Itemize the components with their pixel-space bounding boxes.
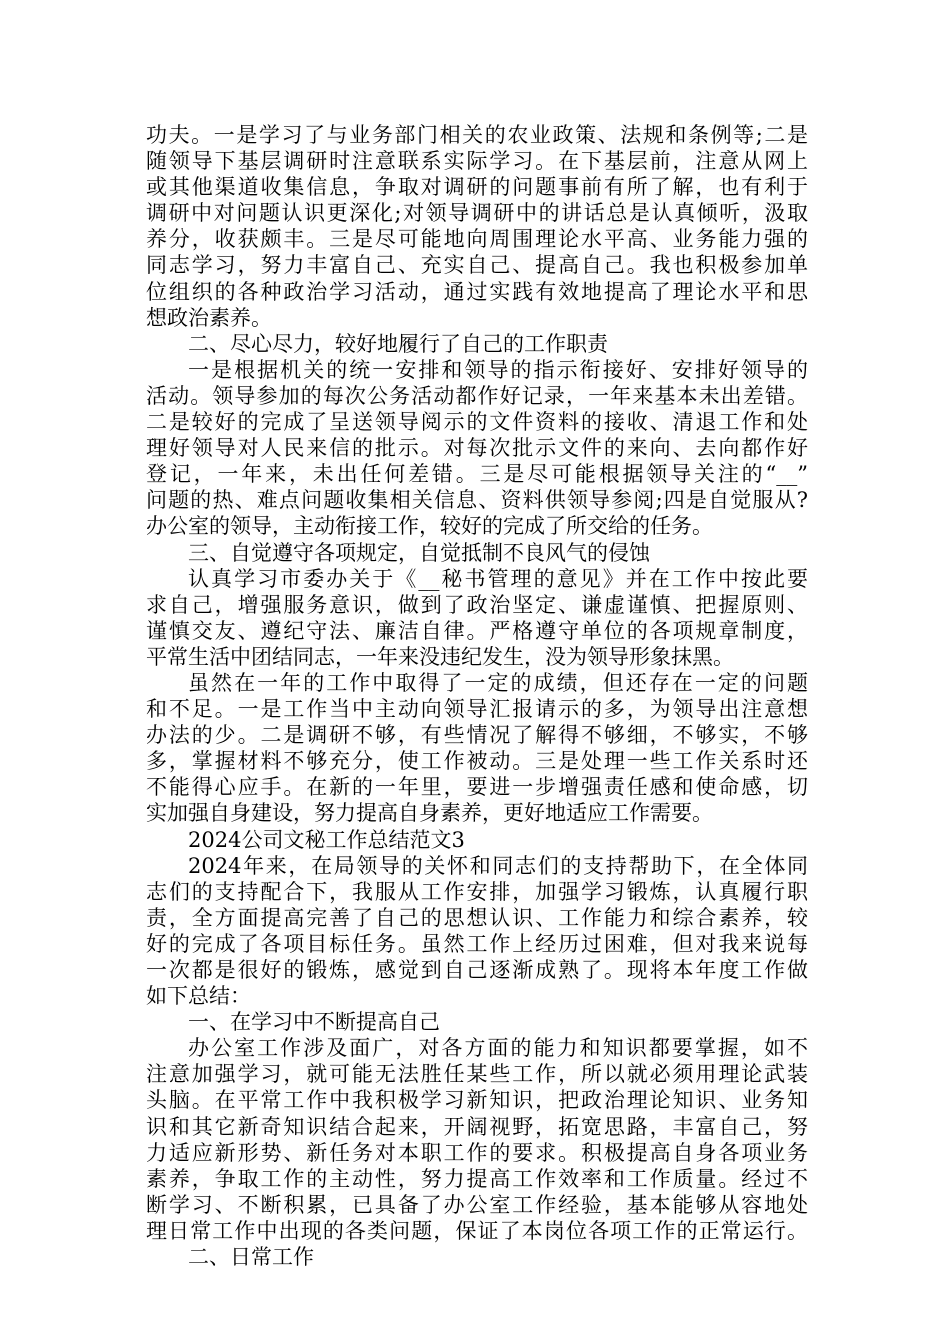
text-line: 一、在学习中不断提高自己 xyxy=(188,1010,440,1035)
text-line: 断学习、不断积累，已具备了办公室工作经验，基本能够从容地处 xyxy=(146,1192,808,1217)
text-line: 多，掌握材料不够充分，使工作被动。三是处理一些工作关系时还 xyxy=(146,749,808,774)
text-line: 头脑。在平常工作中我积极学习新知识，把政治理论知识、业务知 xyxy=(146,1088,808,1113)
text-line: 力适应新形势、新任务对本职工作的要求。积极提高自身各项业务 xyxy=(146,1140,808,1165)
text-line: 随领导下基层调研时注意联系实际学习。在下基层前，注意从网上 xyxy=(146,149,808,174)
text-line: 一是根据机关的统一安排和领导的指示衔接好、安排好领导的 xyxy=(188,357,808,382)
text-line: 调研中对问题认识更深化;对领导调研中的讲话总是认真倾听，汲取 xyxy=(146,201,808,226)
text-line: 登记，一年来，未出任何差错。三是尽可能根据领导关注的“__” xyxy=(146,462,808,487)
text-line: 平常生活中团结同志，一年来没违纪发生，没为领导形象抹黑。 xyxy=(146,644,734,669)
text-line: 问题的热、难点问题收集相关信息、资料供领导参阅;四是自觉服从? xyxy=(146,488,808,513)
text-line: 理好领导对人民来信的批示。对每次批示文件的来向、去向都作好 xyxy=(146,436,808,461)
text-line: 活动。领导参加的每次公务活动都作好记录，一年来基本未出差错。 xyxy=(146,383,808,408)
text-line: 二是较好的完成了呈送领导阅示的文件资料的接收、清退工作和处 xyxy=(146,410,808,435)
text-line: 识和其它新奇知识结合起来，开阔视野，拓宽思路，丰富自己，努 xyxy=(146,1114,808,1139)
text-line: 理日常工作中出现的各类问题，保证了本岗位各项工作的正常运行。 xyxy=(146,1218,808,1243)
text-line: 素养，争取工作的主动性，努力提高工作效率和工作质量。经过不 xyxy=(146,1166,808,1191)
text-line: 二、尽心尽力，较好地履行了自己的工作职责 xyxy=(188,331,608,356)
text-line: 责，全方面提高完善了自己的思想认识、工作能力和综合素养，较 xyxy=(146,905,808,930)
text-line: 或其他渠道收集信息，争取对调研的问题事前有所了解，也有利于 xyxy=(146,175,808,200)
text-line: 三、自觉遵守各项规定，自觉抵制不良风气的侵蚀 xyxy=(188,540,650,565)
text-line: 和不足。一是工作当中主动向领导汇报请示的多，为领导出注意想 xyxy=(146,697,808,722)
text-line: 2024公司文秘工作总结范文3 xyxy=(188,827,465,852)
text-line: 想政治素养。 xyxy=(146,305,272,330)
text-line: 二、日常工作 xyxy=(188,1245,314,1270)
text-line: 2024年来，在局领导的关怀和同志们的支持帮助下，在全体同 xyxy=(188,853,808,878)
text-line: 实加强自身建设，努力提高自身素养，更好地适应工作需要。 xyxy=(146,801,713,826)
text-line: 好的完成了各项目标任务。虽然工作上经历过困难，但对我来说每 xyxy=(146,931,808,956)
text-line: 求自己，增强服务意识，做到了政治坚定、谦虚谨慎、把握原则、 xyxy=(146,592,808,617)
text-line: 不能得心应手。在新的一年里，要进一步增强责任感和使命感，切 xyxy=(146,775,808,800)
text-line: 位组织的各种政治学习活动，通过实践有效地提高了理论水平和思 xyxy=(146,279,808,304)
text-line: 谨慎交友、遵纪守法、廉洁自律。严格遵守单位的各项规章制度， xyxy=(146,618,808,643)
text-line: 虽然在一年的工作中取得了一定的成绩，但还存在一定的问题 xyxy=(188,670,808,695)
document-page xyxy=(146,122,808,1270)
text-line: 一次都是很好的锻炼，感觉到自己逐渐成熟了。现将本年度工作做 xyxy=(146,958,808,982)
text-line: 办公室的领导，主动衔接工作，较好的完成了所交给的任务。 xyxy=(146,514,713,539)
text-line: 注意加强学习，就可能无法胜任某些工作，所以就必须用理论武装 xyxy=(146,1062,808,1087)
text-line: 办法的少。二是调研不够，有些情况了解得不够细，不够实，不够 xyxy=(146,723,808,748)
text-line: 同志学习，努力丰富自己、充实自己、提高自己。我也积极参加单 xyxy=(146,253,808,278)
text-line: 志们的支持配合下，我服从工作安排，加强学习锻炼，认真履行职 xyxy=(146,879,808,904)
text-line: 认真学习市委办关于《__秘书管理的意见》并在工作中按此要 xyxy=(188,566,808,591)
text-line: 如下总结： xyxy=(146,984,251,1009)
text-line: 养分，收获颇丰。三是尽可能地向周围理论水平高、业务能力强的 xyxy=(146,227,808,252)
text-line: 功夫。一是学习了与业务部门相关的农业政策、法规和条例等;二是 xyxy=(146,123,808,147)
text-line: 办公室工作涉及面广，对各方面的能力和知识都要掌握，如不 xyxy=(188,1036,808,1061)
